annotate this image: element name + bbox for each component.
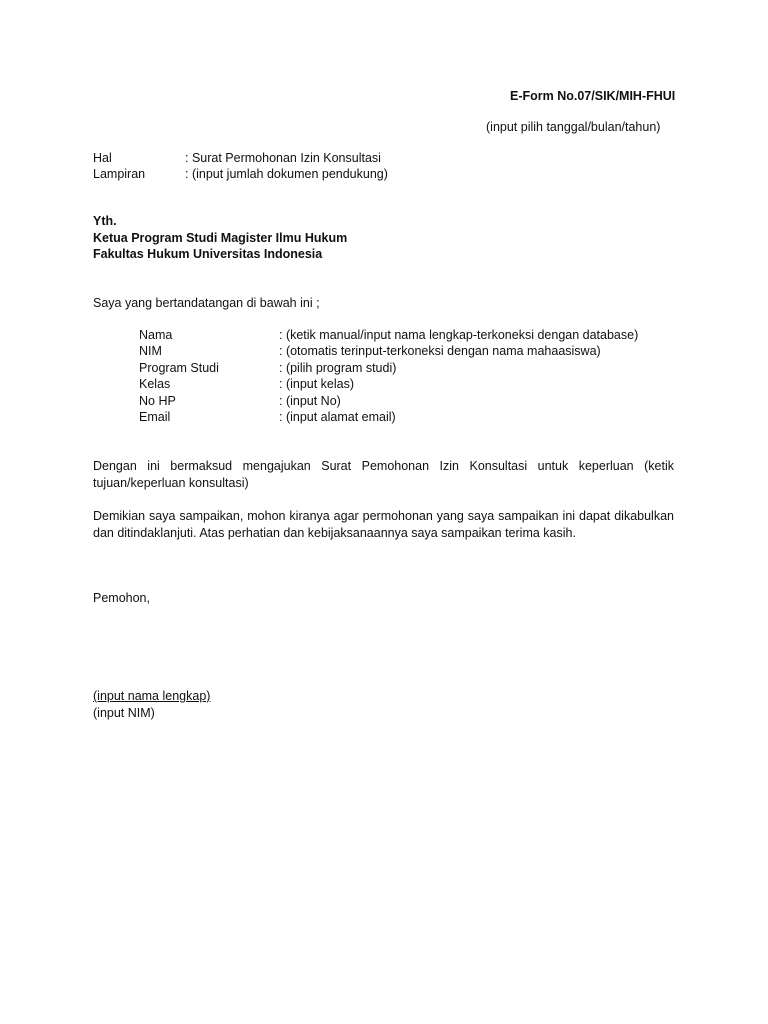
field-label: Email [139, 409, 171, 424]
intro-text: Saya yang bertandatangan di bawah ini ; [93, 296, 320, 310]
field-label: Kelas [139, 377, 171, 392]
recipient-line-1: Ketua Program Studi Magister Ilmu Hukum [93, 231, 348, 245]
recipient-line-2: Fakultas Hukum Universitas Indonesia [93, 247, 323, 261]
nim-value: : (otomatis terinput-terkoneksi dengan nama mahaasiswa) [279, 344, 601, 359]
purpose-paragraph: Dengan ini bermaksud mengajukan Surat Pemohonan Izin Konsultasi untuk keperluan (ketik tujuan/keperluan konsultasi) [93, 459, 674, 490]
lampiran-label: Lampiran [93, 167, 146, 181]
field-label: No HP [139, 393, 176, 408]
closing-paragraph: Demikian saya sampaikan, mohon kiranya agar permohonan yang saya sampaikan ini dapat dikabulkan dan ditindaklanjuti. Atas perhatian dan kebijaksanaannya saya sampaikan terima kasih. [93, 509, 674, 540]
no-hp-input[interactable]: : (input No) [279, 393, 341, 408]
form-number: E-Form No.07/SIK/MIH-FHUI [510, 89, 676, 103]
program-studi-select[interactable]: : (pilih program studi) [279, 360, 397, 375]
applicant-label: Pemohon, [93, 591, 150, 605]
kelas-input[interactable]: : (input kelas) [279, 377, 355, 392]
field-label: Nama [139, 328, 173, 342]
hal-value: : Surat Permohonan Izin Konsultasi [185, 151, 381, 165]
salutation: Yth. [93, 214, 117, 228]
hal-label: Hal [93, 151, 112, 165]
nama-input[interactable]: : (ketik manual/input nama lengkap-terkoneksi dengan database) [279, 328, 639, 342]
signature-name-input[interactable]: (input nama lengkap) [93, 689, 211, 703]
date-input[interactable]: (input pilih tanggal/bulan/tahun) [486, 120, 661, 134]
field-label: Program Studi [139, 360, 219, 375]
field-label: NIM [139, 344, 162, 359]
email-input[interactable]: : (input alamat email) [279, 409, 396, 424]
lampiran-input[interactable]: : (input jumlah dokumen pendukung) [185, 167, 388, 181]
signature-nim-input[interactable]: (input NIM) [93, 706, 155, 720]
